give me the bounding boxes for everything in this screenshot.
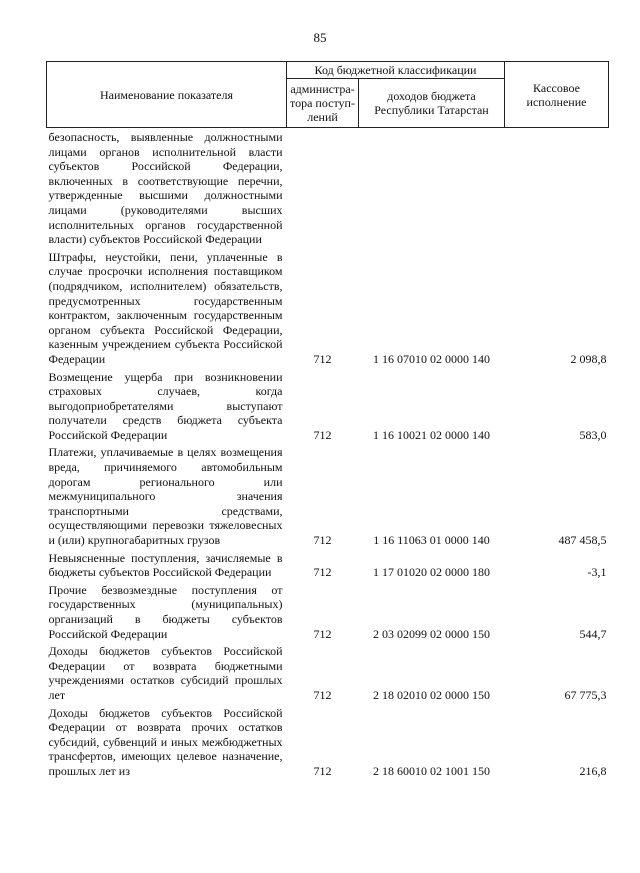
row-income-code: 2 18 02010 02 0000 150 [373, 687, 490, 702]
row-amount: 216,8 [579, 763, 607, 778]
row-income-code: 1 16 10021 02 0000 140 [373, 427, 490, 442]
header-income-column: доходов бюджета Республики Татарстан [359, 79, 505, 128]
row-admin-code: 712 [313, 351, 332, 366]
row-amount: 583,0 [579, 427, 607, 442]
row-admin-code: 712 [313, 533, 332, 548]
table-row [47, 445, 609, 550]
row-income-code: 1 17 01020 02 0000 180 [373, 565, 490, 580]
row-amount [505, 128, 609, 250]
row-name: безопасность, выявленные должностными лицами органов исполнительной власти субъектов Российской Федерации, включенных в соответствующие перечни, утвержденные высшими должностными лицами (руководителями высших исполнительных органов государственной власти) субъектов Российской Федерации [48, 130, 283, 247]
row-amount: -3,1 [587, 565, 607, 580]
header-classification-group: Код бюджетной классификации [287, 62, 505, 79]
row-name: Штрафы, неустойки, пени, уплаченные в случае просрочки исполнения поставщиком (подрядчиком, исполнителем) обязательств, предусмотренных государственным контрактом, заключенным государственным органом субъекта Российской Федерации, казенным учреждением субъекта Российской Федерации [48, 249, 283, 366]
table-row [47, 551, 609, 583]
row-income-code: 2 03 02099 02 0000 150 [373, 626, 490, 641]
table-row [47, 128, 609, 250]
row-admin-code: 712 [313, 763, 332, 778]
table-row [47, 644, 609, 705]
row-name: Прочие безвозмездные поступления от государственных (муниципальных) организаций в бюджеты субъектов Российской Федерации [48, 582, 283, 641]
row-income-code: 2 18 60010 02 1001 150 [373, 763, 490, 778]
row-name: Доходы бюджетов субъектов Российской Федерации от возврата прочих остатков субсидий, субвенций и иных межбюджетных трансфертов, имеющих целевое назначение, прошлых лет из [48, 705, 283, 778]
row-admin-code: 712 [313, 687, 332, 702]
row-income-code [359, 128, 505, 250]
row-amount: 487 458,5 [558, 533, 607, 548]
header-name-column: Наименование показателя [47, 62, 287, 128]
header-amount-column: Кассовое исполнение [505, 62, 609, 128]
page-number: 85 [313, 30, 327, 45]
budget-table [46, 61, 609, 782]
row-amount: 544,7 [579, 626, 607, 641]
table-row [47, 706, 609, 782]
row-name: Доходы бюджетов субъектов Российской Федерации от возврата бюджетными учреждениями остатков субсидий прошлых лет [48, 644, 283, 702]
row-amount: 67 775,3 [564, 687, 607, 702]
table-row [47, 370, 609, 446]
row-name: Возмещение ущерба при возникновении страховых случаев, когда выгодоприобретателями выступают получатели средств бюджета субъекта Российской Федерации [48, 369, 283, 442]
header-admin-column: администра-тора поступ-лений [287, 79, 359, 128]
row-name: Невыясненные поступления, зачисляемые в бюджеты субъектов Российской Федерации [48, 550, 283, 580]
table-row [47, 250, 609, 370]
row-admin-code: 712 [313, 626, 332, 641]
row-admin-code: 712 [313, 427, 332, 442]
table-row [47, 583, 609, 644]
row-income-code: 1 16 11063 01 0000 140 [373, 533, 490, 548]
row-admin-code: 712 [313, 565, 332, 580]
row-amount: 2 098,8 [570, 351, 607, 366]
row-name: Платежи, уплачиваемые в целях возмещения вреда, причиняемого автомобильным дорогам регионального или межмуниципального значения транспортными средствами, осуществляющими перевозки тяжеловесных и (или) крупногабаритных грузов [48, 445, 283, 548]
row-admin-code [287, 128, 359, 250]
table-header [47, 62, 609, 128]
row-income-code: 1 16 07010 02 0000 140 [373, 351, 490, 366]
